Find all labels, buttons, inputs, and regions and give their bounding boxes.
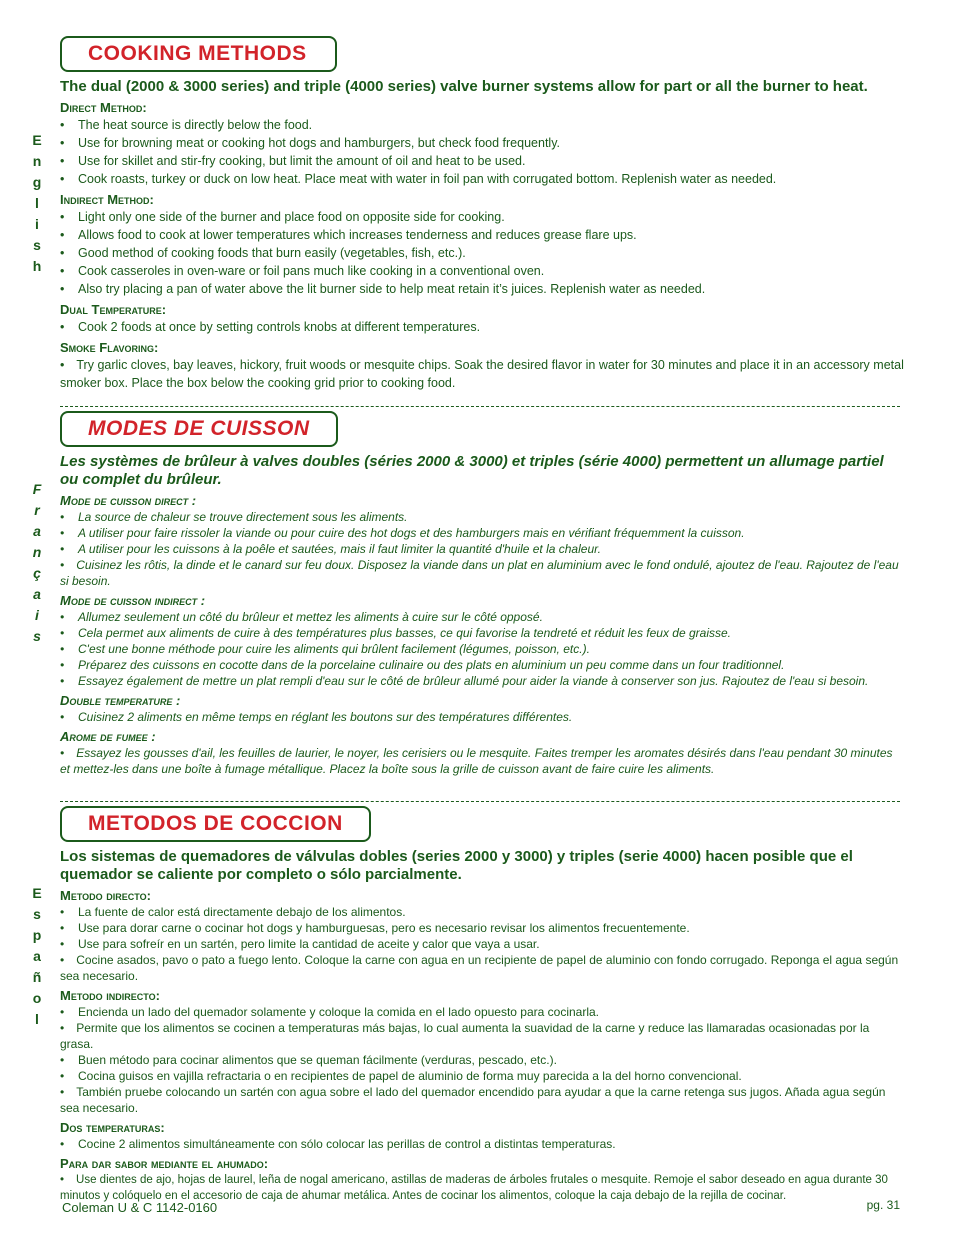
indirect-method-list [60, 609, 904, 689]
side-letter: r [34, 502, 40, 518]
list-item: • Cocine 2 alimentos simultáneamente con sólo colocar las perillas de control a distintas temperaturas. [60, 1136, 904, 1152]
english-side-label [30, 130, 44, 277]
section-title: COOKING METHODS [88, 42, 307, 65]
list-item: • Essayez également de mettre un plat rempli d'eau sur le côté de brûleur allumé pour aider la viande à conserver son jus. Rajoutez de l'eau si besoin. [60, 673, 904, 689]
side-letter: h [32, 258, 42, 274]
section-intro: Los sistemas de quemadores de válvulas dobles (series 2000 y 3000) y triples (serie 4000) hacen posible que el quemador se caliente por completo o sólo parcialmente. [60, 848, 853, 883]
espanol-side-label [30, 883, 44, 1030]
indirect-method-list [60, 208, 904, 298]
dual-temperature-list [60, 318, 904, 336]
list-item-text: Use dientes de ajo, hojas de laurel, leña de nogal americano, astillas de maderas de árboles frutales o mesquite. Remoje el sabor deseado en agua durante 30 minutos y colóquelo en el accesorio de caja de ahumar metálica. Antes de cocinar los alimentos, coloque la caja debajo de la rejilla de cocinar. [60, 1174, 888, 1202]
side-letter: E [32, 132, 42, 148]
list-item: • La source de chaleur se trouve directement sous les aliments. [60, 509, 904, 525]
francais-side-label [30, 479, 44, 647]
list-item: • Cuisinez les rôtis, la dinde et le canard sur feu doux. Disposez la viande dans un plat en aluminium avec le fond ondulé, ajoutez de l'eau. Rajoutez de l'eau si besoin. [60, 558, 899, 588]
side-letter: a [33, 523, 41, 539]
list-item: • Use for skillet and stir-fry cooking, but limit the amount of oil and heat to be used. [60, 152, 904, 170]
list-item: • Cook casseroles in oven-ware or foil pans much like cooking in a conventional oven. [60, 262, 904, 280]
list-item: • Cocine asados, pavo o pato a fuego lento. Coloque la carne con agua en un recipiente de papel de aluminio con fondo corrugado. Reponga el agua según sea necesario. [60, 953, 899, 983]
section-title-box [60, 411, 338, 447]
list-item: • Try garlic cloves, bay leaves, hickory, fruit woods or mesquite chips. Soak the desired flavor in water for 30 minutes and place it in an accessory metal smoker box. Place the box below the cooking grid prior to cooking food. [60, 358, 904, 390]
section-title-box [60, 36, 337, 72]
side-letter: l [35, 1011, 39, 1027]
list-item: • Buen método para cocinar alimentos que se queman fácilmente (verduras, pescado, etc.). [60, 1052, 904, 1068]
list-item: • Encienda un lado del quemador solamente y coloque la comida en el lado opuesto para cocinarla. [60, 1004, 904, 1020]
list-item: • Cela permet aux aliments de cuire à des températures plus basses, ce qui favorise la tendreté et réduit les feux de graisse. [60, 625, 904, 641]
footer-document-id: Coleman U & C 1142-0160 [62, 1200, 218, 1215]
side-letter: ç [33, 565, 41, 581]
dual-temperature-list [60, 1136, 904, 1152]
list-item: • Use para sofreír en un sartén, pero limite la cantidad de aceite y calor que vaya a usar. [60, 936, 904, 952]
indirect-method-heading: Mode de cuisson indirect : [60, 593, 206, 608]
dual-temperature-list [60, 709, 904, 725]
direct-method-heading: Mode de cuisson direct : [60, 493, 197, 508]
side-letter: s [33, 237, 41, 253]
list-item-text: Essayez les gousses d'ail, les feuilles de laurier, le noyer, les cerisiers ou le mesquite. Faites tremper les aromates désirés dans l'eau pendant 30 minutes et mettez-les dans une boîte à fumage métallique. Placez la boîte sous la grille de cuisson avant de faire cuire les aliments. [60, 746, 893, 776]
section-divider [60, 801, 900, 802]
list-item: • A utiliser pour les cuissons à la poêle et sautées, mais il faut limiter la quantité d'huile et la chaleur. [60, 541, 904, 557]
side-letter: l [35, 195, 39, 211]
list-item: • Cook roasts, turkey or duck on low heat. Place meat with water in foil pan with corrugated bottom. Replenish water as needed. [60, 170, 904, 188]
side-letter: i [35, 607, 39, 623]
list-item: • C'est une bonne méthode pour cuire les aliments qui brûlent facilement (légumes, poisson, etc.). [60, 641, 904, 657]
section-title-box [60, 806, 371, 842]
list-item: • The heat source is directly below the food. [60, 116, 904, 134]
section-intro: The dual (2000 & 3000 series) and triple (4000 series) valve burner systems allow for part or all the burner to heat. [60, 78, 868, 95]
section-divider [60, 406, 900, 407]
indirect-method-list [60, 1004, 904, 1116]
list-item: • Préparez des cuissons en cocotte dans de la porcelaine culinaire ou des plats en aluminium un peu comme dans un four traditionnel. [60, 657, 904, 673]
list-item: • Allumez seulement un côté du brûleur et mettez les aliments à cuire sur le côté opposé. [60, 609, 904, 625]
section-intro: Les systèmes de brûleur à valves doubles (séries 2000 & 3000) et triples (série 4000) permettent un allumage partiel ou complet du brûleur. [60, 453, 884, 488]
dual-temperature-heading: Double temperature : [60, 693, 181, 708]
side-letter: E [32, 885, 42, 901]
footer-page-number: pg. 31 [866, 1198, 900, 1212]
list-item: • Permite que los alimentos se cocinen a temperaturas más bajas, lo cual aumenta la suavidad de la carne y reduce las llamaradas ocasionadas por la grasa. [60, 1021, 870, 1051]
list-item: • Use for browning meat or cooking hot dogs and hamburgers, but check food frequently. [60, 134, 904, 152]
side-letter: o [32, 990, 42, 1006]
dual-temperature-heading: Dual Temperature: [60, 302, 167, 317]
list-item: • A utiliser pour faire rissoler la viande ou pour cuire des hot dogs et des hamburgers mais en vérifiant fréquemment la cuisson. [60, 525, 904, 541]
direct-method-heading: Direct Method: [60, 100, 147, 115]
list-item: • Cuisinez 2 aliments en même temps en réglant les boutons sur des températures différentes. [60, 709, 904, 725]
english-section [60, 36, 904, 392]
smoke-flavoring-heading: Arome de fumee : [60, 729, 156, 744]
list-item: • Cook 2 foods at once by setting controls knobs at different temperatures. [60, 318, 904, 336]
section-title: MODES DE CUISSON [88, 417, 310, 440]
side-letter: F [32, 481, 42, 497]
list-item: • Essayez les gousses d'ail, les feuilles de laurier, le noyer, les cerisiers ou le mesquite. Faites tremper les aromates désirés dans l'eau pendant 30 minutes et mettez-les dans une boîte à fumage métallique. Placez la boîte sous la grille de cuisson avant de faire cuire les aliments. [60, 746, 893, 776]
direct-method-heading: Metodo directo: [60, 888, 151, 903]
side-letter: i [35, 216, 39, 232]
side-letter: g [32, 174, 42, 190]
list-item-text: Cocine asados, pavo o pato a fuego lento. Coloque la carne con agua en un recipiente de papel de aluminio con fondo corrugado. Reponga el agua según sea necesario. [60, 953, 899, 983]
smoke-flavoring-heading: Smoke Flavoring: [60, 340, 159, 355]
list-item: • Cocina guisos en vajilla refractaria o en recipientes de papel de aluminio de forma muy parecida a la del horno convencional. [60, 1068, 904, 1084]
list-item-text: Permite que los alimentos se cocinen a temperaturas más bajas, lo cual aumenta la suavidad de la carne y reduce las llamaradas ocasionadas por la grasa. [60, 1021, 870, 1051]
smoke-flavoring-heading: Para dar sabor mediante el ahumado: [60, 1156, 269, 1171]
smoke-flavoring-list [60, 356, 904, 392]
smoke-flavoring-list [60, 745, 904, 777]
dual-temperature-heading: Dos temperaturas: [60, 1120, 165, 1135]
list-item: • Good method of cooking foods that burn easily (vegetables, fish, etc.). [60, 244, 904, 262]
list-item: • Also try placing a pan of water above the lit burner side to help meat retain it’s juices. Replenish water as needed. [60, 280, 904, 298]
indirect-method-heading: Indirect Method: [60, 192, 154, 207]
side-letter: ñ [32, 969, 42, 985]
list-item-text: Try garlic cloves, bay leaves, hickory, fruit woods or mesquite chips. Soak the desired flavor in water for 30 minutes and place it in an accessory metal smoker box. Place the box below the cooking grid prior to cooking food. [60, 358, 904, 390]
side-letter: s [33, 906, 41, 922]
list-item: • Use para dorar carne o cocinar hot dogs y hamburguesas, pero es necesario revisar los alimentos frecuentemente. [60, 920, 904, 936]
list-item: • La fuente de calor está directamente debajo de los alimentos. [60, 904, 904, 920]
list-item: • Allows food to cook at lower temperatures which increases tenderness and reduces grease flare ups. [60, 226, 904, 244]
list-item: • Light only one side of the burner and place food on opposite side for cooking. [60, 208, 904, 226]
side-letter: p [32, 927, 42, 943]
side-letter: a [33, 586, 41, 602]
list-item: • También pruebe colocando un sartén con agua sobre el lado del quemador encendido para ayudar a que la carne retenga sus jugos. Añada agua según sea necesario. [60, 1085, 886, 1115]
list-item: • Use dientes de ajo, hojas de laurel, leña de nogal americano, astillas de maderas de árboles frutales o mesquite. Remoje el sabor deseado en agua durante 30 minutos y colóquelo en el accesorio de caja de ahumar metálica. Antes de cocinar los alimentos, coloque la caja debajo de la rejilla de cocinar. [60, 1174, 888, 1202]
direct-method-list [60, 904, 904, 984]
direct-method-list [60, 116, 904, 188]
side-letter: n [32, 153, 42, 169]
side-letter: a [33, 948, 41, 964]
side-letter: s [33, 628, 41, 644]
francais-section [60, 411, 904, 777]
espanol-section [60, 806, 904, 1204]
list-item-text: También pruebe colocando un sartén con agua sobre el lado del quemador encendido para ayudar a que la carne retenga sus jugos. Añada agua según sea necesario. [60, 1085, 886, 1115]
indirect-method-heading: Metodo indirecto: [60, 988, 160, 1003]
direct-method-list [60, 509, 904, 589]
list-item-text: Cuisinez les rôtis, la dinde et le canard sur feu doux. Disposez la viande dans un plat en aluminium avec le fond ondulé, ajoutez de l'eau. Rajoutez de l'eau si besoin. [60, 558, 899, 588]
side-letter: n [32, 544, 42, 560]
section-title: METODOS DE COCCION [88, 812, 343, 835]
